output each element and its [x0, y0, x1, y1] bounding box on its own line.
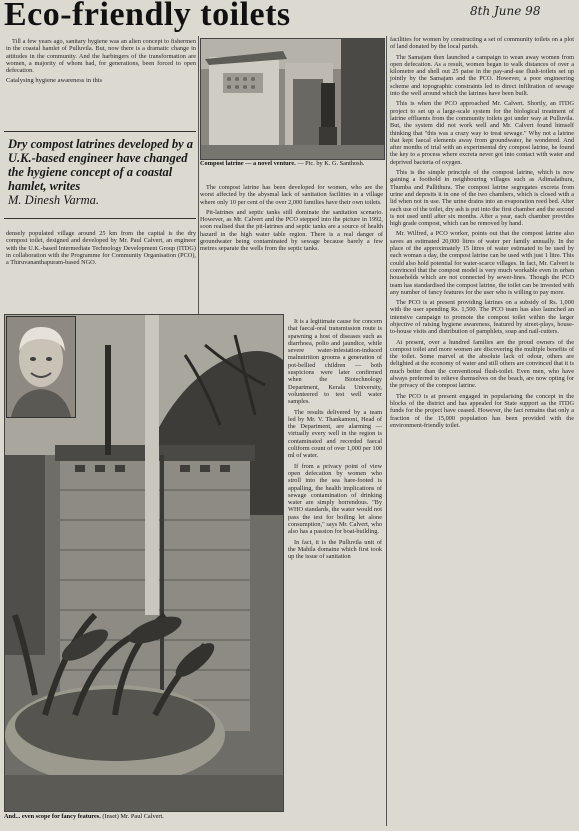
column3-paragraph: The PCO is at present providing latrines on a subsidy of Rs. 1,000 with the user spending Rs. 1,500. The PCO team has also launched an intensive campaign to promote the compost toilet within the larger objective of raising hygiene awareness, featured by street-plays, house-to-house visits and distribution of pamphlets, soap and nail-cutters. [390, 299, 574, 336]
deck-bottom-rule [4, 218, 196, 219]
intro-text [6, 38, 196, 89]
column2-paragraph: The compost latrine has been developed for women, who are the worst affected by the abysmal lack of sanitation facilities in a village where only 10 per cent of the over 2,000 families have their own toilets. [200, 184, 383, 206]
column3-paragraph: Mr. Wilfred, a PCO worker, points out that the compost latrine also saves an estimated 20,000 litres of water per family annually. In the place of the approximately 15 litres of water estimated to be used by each woman a day, the compost latrine can be used with just 1 litre. This could also hold potential for water-scarce villages. In fact, Mr. Calvert is convinced that the compost model is very much workable even in urban households which are not connected by sewer-lines. Though the PCO team has standardised the compost latrine, the toilet can be invested with any number of fancy features for the user who is willing to pay more. [390, 230, 574, 296]
compost-latrine-photo-drawing [201, 39, 384, 159]
column3-paragraph: This is when the PCO approached Mr. Calvert. Shortly, an ITDG project to set up a large-scale system for the biological treatment of latrine effluents from the community toilets got under way at Pulluvila. But, the system did not work well and Mr. Calvert found himself thinking that "this was a crazy way to treat sewage." Why not a latrine that kept faecal elements away from groundwater, he wondered. And after months of trial with an experimental dry compost latrine, he found the key to a process where excreta never got into contact with water and deprived bacteria of oxygen. [390, 100, 574, 166]
photo2-caption-bold: And... even scope for fancy features. [4, 813, 101, 820]
column2-narrow-paragraph: It is a legitimate cause for concern that faecal-oral transmission route is spawning a host of diseases such as diarrhoea, polio and jaundice, while severe water-infestation-induced malnutrition grooms a generation of pot-bellied children — both suspicions were later confirmed when the Biotechnology Department, Kerala University, volunteered to test well water samples. [288, 318, 382, 406]
column2-narrow-paragraph: If from a privacy point of view open defecation by women who stroll into the sea hare-footed is appalling, the health implications of sewage contamination of drinking water are simply horrendous. "By WHO standards, the water would not pass the test for boiling let alone consumption," says Mr. Calvert, who also has a passion for boat-building. [288, 462, 382, 536]
column3-paragraph: This is the simple principle of the compost latrine, which is now gaining a foothold in neighbouring villages such as Adimalathura, Thumba and Pallithura. The compost latrine segregates excreta from urine and deposits it in one of the two chambers, which is closed with a lid when not in use. The urine drains into an evaporation reed bed. After each use of the toilet, dry ash is put into the first chamber and the second is not used until after six months. After a year, each chamber provides high grade compost, which can be removed by hand. [390, 169, 574, 228]
photo1-caption-bold: Compost latrine — a novel venture. [200, 160, 296, 167]
column1-paragraph: densely populated village around 25 km from the capital is the dry compost toilet, designed and developed by Mr. Paul Calvert, an engineer with the U.K.-based Intermediate Technology Development Group (ITDG) in collaboration with the Programme for Community Organisation (PCO), a Thiruvananthapuram-based NGO. [6, 230, 196, 267]
column1-continued [6, 230, 196, 269]
column3-text [390, 36, 574, 432]
deck-text: Dry compost latrines developed by a U.K.-based engineer have changed the hygiene concept of a coastal hamlet, writes [8, 137, 194, 193]
column2-narrow-paragraph: In fact, it is the Pulluvila unit of the Mahila domaine which first took up the issue of sanitation [288, 538, 382, 561]
intro-paragraph: Till a few years ago, sanitary hygiene was an alien concept to fishermen in the coastal hamlet of Pulluvila. But, now there is a dramatic change in attitudes in the community. And the harbingers of the transformation are women, a majority of whom had, for generations, been forced to open defecation. [6, 38, 196, 75]
compost-latrine-photo [200, 38, 385, 160]
byline: M. Dinesh Varma. [8, 193, 99, 207]
handwritten-date: 8th June 98 [470, 4, 541, 18]
column3-paragraph: The Samajam then launched a campaign to wean away women from open defecation. As a result, women began to walk distances of over a kilometre and shell out 25 paise in the pay-and-use flush-toilets set up jointly by the Samajam and the PCO. However, a poor engineering scheme and topographic constraints led to direct infiltration of sewage into the well around which the latrines have been built. [390, 53, 574, 98]
paul-calvert-inset-portrait [6, 316, 76, 418]
column2-narrow-paragraph: The results delivered by a team led by Mr. V. Thankamoni, Head of the Department, are alarming — virtually every well in the region is contaminated and recorded faecal coliform count of over 1,000 per 100 ml of water. [288, 408, 382, 460]
column-divider [386, 36, 387, 826]
deck-top-rule [4, 131, 196, 132]
column2-top-text [200, 184, 383, 256]
photo1-caption [200, 160, 383, 167]
column-divider [198, 36, 199, 314]
photo2-caption-inset: (Inset) Mr. Paul Calvert. [102, 813, 164, 820]
column3-paragraph: facilities for women by constructing a set of community toilets on a plot of land donated by the local parish. [390, 36, 574, 51]
portrait-drawing [7, 317, 75, 417]
headline: Eco-friendly toilets [4, 0, 291, 33]
column2-paragraph: Pit-latrines and septic tanks still dominate the sanitation scenario. However, as Mr. Calvert and the PCO stepped into the picture in 1992, soon realised that the pit-latrines and septic tanks are a source of health hazard in the high water table region. There is a real danger of groundwater being contaminated by sewage because barely a few metres separate the wells from the septic tanks. [200, 208, 383, 253]
deck-blurb [8, 137, 198, 207]
column3-paragraph: The PCO is at present engaged in popularising the concept in the blocks of the district and has appealed for State support as the ITDG funds for the project have ceased. However, the fact remains that only a fraction of the 15,000 population has been provided with the environment-friendly toilet. [390, 392, 574, 429]
column3-paragraph: At present, over a hundred families are the proud owners of the compost toilet and more women are discovering the multiple benefits of the toilet. Some marvel at the absolute lack of odour, others are delighted at the economy of water and still others are convinced that it is much better than the conventional flush-toilet. Even men, who have always preferred to relieve themselves on the beach, are now opting for the privacy of the compost latrine. [390, 338, 574, 390]
photo1-caption-credit: — Pic. by K. G. Santhosh. [297, 160, 365, 167]
intro-subline: Catalysing hygiene awareness in this [6, 77, 103, 85]
photo2-caption [4, 813, 284, 820]
column2-narrow-text [288, 318, 382, 564]
